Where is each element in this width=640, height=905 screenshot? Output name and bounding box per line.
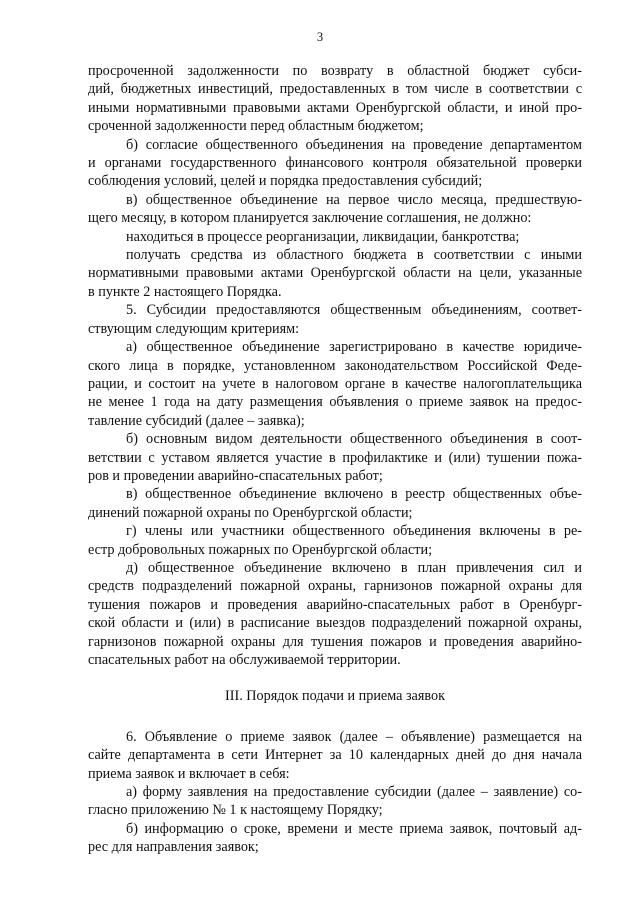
text-line: просроченной задолженности по возврату в областной бюджет субси- [88, 63, 582, 79]
text-line: приема заявок и включает в себя: [88, 765, 290, 782]
section-heading: III. Порядок подачи и приема заявок [225, 688, 445, 705]
paragraph [88, 301, 582, 338]
text-line: гласно приложению № 1 к настоящему Порядку; [88, 802, 383, 819]
text-line: щего месяцу, в котором планируется заключение соглашения, не должно: [88, 210, 532, 227]
text-line: д) общественное объединение включено в план привлечения сил и [126, 559, 582, 576]
text-line: спасательных работ на обслуживаемой территории. [88, 652, 401, 668]
text-line: ствующим следующим критериям: [88, 320, 300, 337]
text-line: а) общественное объединение зарегистрировано в качестве юридиче- [126, 339, 582, 356]
text-line: сроченной задолженности перед областным бюджетом; [88, 118, 424, 135]
text-line: г) члены или участники общественного объединения включены в ре- [126, 523, 582, 540]
text-line: гарнизонов пожарной охраны для тушения пожаров и проведения аварийно- [88, 633, 582, 650]
text-line: б) согласие общественного объединения на проведение департаментом [126, 136, 582, 153]
text-line: дий, бюджетных инвестиций, предоставленных в том числе в соответствии с [88, 81, 582, 98]
page-number: 3 [316, 30, 324, 44]
document-body [88, 62, 582, 857]
text-line: ского лица в порядке, установленном законодательством Российской Феде- [88, 357, 582, 374]
paragraph [88, 522, 582, 559]
text-line: и органами государственного финансового контроля обязательной проверки [88, 155, 582, 172]
paragraphs-after-section [88, 728, 582, 857]
text-line: тушения пожаров и проведения аварийно-спасательных работ в Оренбург- [88, 596, 582, 613]
text-line: в пункте 2 настоящего Порядка. [88, 283, 282, 300]
paragraph [88, 246, 582, 301]
text-line: в) общественное объединение включено в реестр общественных объе- [126, 486, 582, 503]
paragraph [88, 191, 582, 228]
text-line: рации, и состоит на учете в налоговом органе в качестве налогоплательщика [88, 375, 582, 392]
paragraph [88, 338, 582, 430]
text-line: б) информацию о сроке, времени и месте приема заявок, почтовый ад- [126, 820, 582, 837]
paragraph [88, 783, 582, 820]
paragraph [88, 820, 582, 857]
text-line: находиться в процессе реорганизации, ликвидации, банкротства; [126, 228, 520, 245]
paragraph [88, 485, 582, 522]
text-line: динений пожарной охраны по Оренбургской области; [88, 504, 413, 521]
text-line: 6. Объявление о приеме заявок (далее – объявление) размещается на [126, 728, 582, 745]
paragraph [88, 728, 582, 783]
paragraph [88, 62, 582, 136]
text-line: 5. Субсидии предоставляются общественным объединениям, соответ- [126, 302, 582, 319]
text-line: тавление субсидий (далее – заявка); [88, 412, 305, 429]
text-line: б) основным видом деятельности общественного объединения в соот- [126, 431, 582, 448]
text-line: естр добровольных пожарных по Оренбургской области; [88, 541, 433, 558]
text-line: рес для направления заявок; [88, 839, 259, 856]
paragraph [88, 559, 582, 669]
text-line: в) общественное объединение на первое число месяца, предшествую- [126, 191, 582, 208]
text-line: сайте департамента в сети Интернет за 10 календарных дней до дня начала [88, 747, 582, 764]
text-line: соблюдения условий, целей и порядка предоставления субсидий; [88, 173, 483, 190]
text-line: получать средства из областного бюджета в соответствии с иными [126, 247, 582, 264]
text-line: ветствии с уставом является участие в профилактике и (или) тушении пожа- [88, 449, 582, 466]
text-line: иными нормативными правовыми актами Оренбургской области, и иной про- [88, 99, 582, 116]
paragraphs-before-section [88, 62, 582, 669]
text-line: не менее 1 года на дату размещения объявления о приеме заявок на предос- [88, 394, 582, 411]
text-line: ров и проведении аварийно-спасательных работ; [88, 467, 383, 484]
paragraph [88, 430, 582, 485]
text-line: нормативными правовыми актами Оренбургской области на цели, указанные [88, 265, 582, 282]
text-line: ской области и (или) в расписание выездов подразделений пожарной охраны, [88, 615, 582, 632]
text-line: средств подразделений пожарной охраны, гарнизонов пожарной охраны для [88, 578, 582, 595]
paragraph [88, 228, 582, 246]
text-line: а) форму заявления на предоставление субсидии (далее – заявление) со- [126, 784, 582, 801]
paragraph [88, 136, 582, 191]
